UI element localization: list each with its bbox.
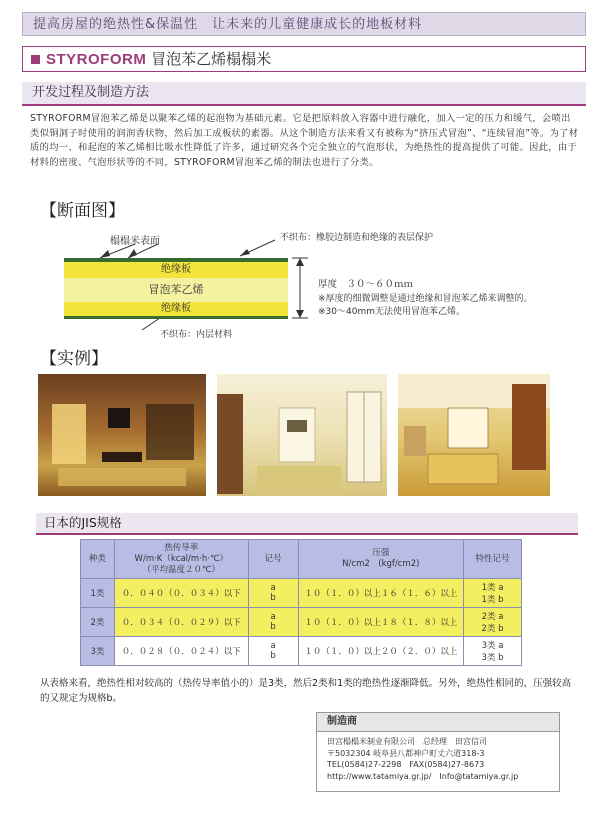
table-row: 3类 ０．０２８（０．０２４）以下 a b １０（１．０）以上２０（２．０）以上 3类 a 3类 b	[81, 637, 522, 666]
label-nonwoven-top: 不织布：橡胶边制造和绝缘的表层保护	[280, 233, 434, 243]
top-banner: 提高房屋的绝热性&保温性 让未来的儿童健康成长的地板材料	[22, 12, 586, 36]
examples-heading: 【实例】	[40, 349, 108, 369]
label-surface: 榻榻米表面	[110, 236, 160, 247]
maker-line-company: 田宫榻榻米制业有限公司 总经理 田宫信司	[327, 737, 487, 746]
brand-name: STYROFORM	[46, 51, 147, 68]
process-paragraph: STYROFORM冒泡苯乙烯是以聚苯乙烯的起泡物为基础元素。它是把原料放入容器中进行融化，加入一定的压力和缓气，会喷出类似铜洞子时使用的润润香状物，然后加工成板状的素器。从这个制造方法来看又有被称为“挤压式冒泡”、“连续冒泡”等。为了材质的均一、和起泡的苯乙烯相比吸水性降低了许多，通过研究各个完全独立的气泡形状，为绝热性的提高提供了可能。因此，由于材料的密度、气泡形状等的不同，STYROFORM冒泡苯乙烯的制法也进行了分类。	[30, 113, 579, 168]
cross-section-heading: 【断面图】	[40, 201, 125, 221]
maker-line-web[interactable]: http://www.tatamiya.gr.jp/ Info@tatamiya.gr.jp	[327, 771, 519, 781]
header-code: 记号	[248, 540, 298, 579]
maker-line-phone: TEL(0584)27-2298 FAX(0584)27-8673	[327, 760, 485, 769]
thickness-label: 厚度 ３０～６０ｍｍ	[318, 279, 414, 290]
jis-table	[80, 539, 522, 666]
section-header-process: 开发过程及制造方法	[22, 82, 586, 106]
maker-line-address: 〒5032304 岐阜县八都神户町丈六道318-3	[327, 748, 485, 758]
table-note: 从表格来看，绝热性相对较高的（热传导率值小的）是3类，然后2类和1类的绝热性逐渐降低。另外，绝热性相同的，压强较高的又规定为规格b。	[40, 678, 572, 704]
table-row: 2类 ０．０３４（０．０２９）以下 a b １０（１．０）以上１８（１．８）以上 2类 a 2类 b	[81, 608, 522, 637]
label-nonwoven-bottom: 不织布：内层材料	[160, 330, 233, 340]
layer-insulation-bottom: 绝缘板	[64, 302, 288, 316]
title-rest: 冒泡苯乙烯榻榻米	[151, 50, 272, 68]
example-photo-2	[217, 374, 387, 496]
thickness-note-2: ※30～40mm无法使用冒泡苯乙烯。	[318, 307, 465, 317]
header-strength: 压强 N/cm2 (kgf/cm2)	[298, 540, 464, 579]
layer-foam: 冒泡苯乙烯	[64, 278, 288, 302]
example-photo-1	[38, 374, 206, 496]
jis-header-row	[81, 540, 522, 579]
header-conductivity: 热传导率 W/m·K（kcal/m·h·℃） （平均温度２０℃）	[114, 540, 248, 579]
cross-section-diagram	[0, 0, 610, 350]
thickness-note-1: ※厚度的细微调整是通过绝缘和冒泡苯乙烯来调整的。	[318, 294, 533, 304]
layer-insulation-top: 绝缘板	[64, 262, 288, 278]
table-row: 1类 ０．０４０（０．０３４）以下 a b １０（１．０）以上１６（１．６）以上 1类 a 1类 b	[81, 579, 522, 608]
maker-box	[316, 712, 560, 792]
jis-section-header: 日本的JIS规格	[36, 513, 578, 535]
header-feature: 特性记号	[464, 540, 522, 579]
example-photo-3	[398, 374, 550, 496]
header-kind: 种类	[81, 540, 115, 579]
maker-heading: 制造商	[317, 713, 559, 732]
